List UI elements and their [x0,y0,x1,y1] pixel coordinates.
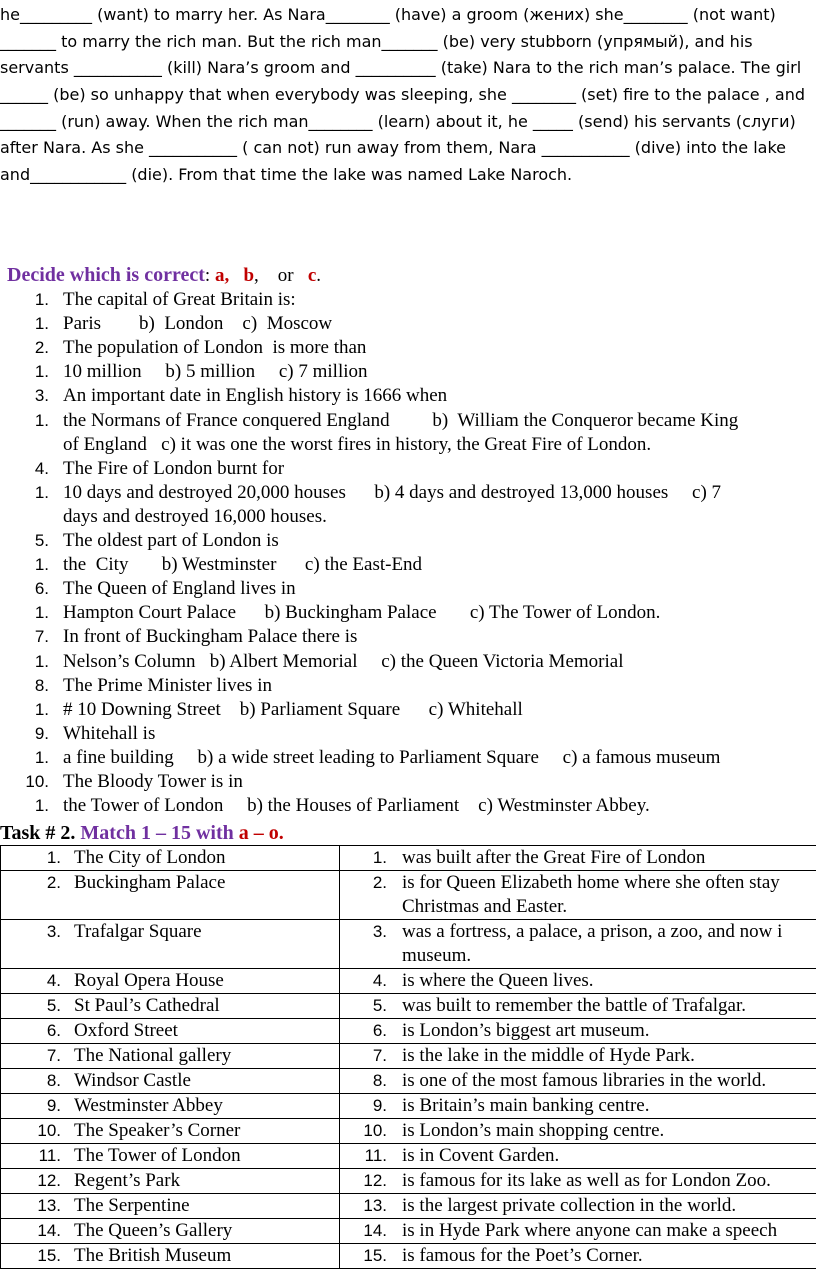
quiz-item-number: 1. [34,651,49,671]
description-number: 7. [372,1046,387,1065]
description-cell [340,1069,816,1094]
quiz-item-text: # 10 Downing Street b) Parliament Square c) Whitehall [63,698,523,720]
place-cell [1,1044,340,1069]
description-text: is London’s main shopping centre. [402,1120,665,1141]
quiz-item [0,312,816,336]
quiz-item [0,577,816,601]
quiz-item [0,433,816,457]
place-name: The City of London [74,847,226,868]
quiz-item-text: the Normans of France conquered England b) William the Conqueror became King [63,409,739,431]
place-name: The Tower of London [74,1145,241,1166]
paragraph-line: ______ (be) so unhappy that when everybody was sleeping, she ________ (set) fire to the palace , and [0,85,805,105]
option-b-label: b [243,265,255,286]
description-number: 2. [372,873,387,892]
description-cell [340,969,816,994]
option-a-label: a, [214,265,230,286]
quiz-item-text: The Fire of London burnt for [63,457,285,479]
matching-row [1,920,816,969]
place-number: 6. [46,1021,61,1040]
matching-row [1,1244,816,1269]
description-text: is the largest private collection in the world. [402,1195,737,1216]
place-name: The Serpentine [74,1195,190,1216]
heading-separator: , or [254,265,308,286]
place-name: Buckingham Palace [74,872,226,893]
description-text: is in Covent Garden. [402,1145,560,1166]
matching-row [1,994,816,1019]
description-text: is London’s biggest art museum. [402,1020,650,1041]
quiz-item-number: 6. [34,579,49,599]
quiz-item-number: 7. [34,627,49,647]
quiz-item-text: of England c) it was one the worst fires in history, the Great Fire of London. [63,433,652,455]
quiz-item [0,601,816,625]
quiz-item-text: The oldest part of London is [63,530,279,551]
place-number: 7. [46,1046,61,1065]
place-number: 12. [37,1171,61,1190]
quiz-item-number: 1. [34,362,49,382]
place-number: 8. [46,1071,61,1090]
place-cell [1,1144,340,1169]
quiz-item-text: Nelson’s Column b) Albert Memorial c) the Queen Victoria Memorial [63,650,624,672]
task2-match-text: Match 1 – 15 with [80,822,239,844]
quiz-item [0,457,816,481]
place-number: 13. [37,1196,61,1215]
quiz-item-text: In front of Buckingham Palace there is [63,626,358,648]
matching-row [1,1119,816,1144]
matching-row [1,969,816,994]
matching-row [1,871,816,920]
quiz-item-text: Paris b) London c) Moscow [63,313,333,335]
story-paragraph [0,2,816,189]
quiz-item-number: 1. [34,796,49,816]
quiz-item-number: 1. [34,410,49,430]
description-number: 8. [372,1071,387,1090]
quiz-item-text: 10 million b) 5 million c) 7 million [63,361,368,383]
place-cell [1,1119,340,1144]
description-text: was built to remember the battle of Trafalgar. [402,995,747,1016]
paragraph-line: and____________ (die). From that time the lake was named Lake Naroch. [0,165,573,185]
place-name: Windsor Castle [74,1070,191,1091]
quiz-item [0,698,816,722]
place-name: Regent’s Park [74,1170,181,1191]
quiz-item-text: The Queen of England lives in [63,578,296,600]
place-number: 1. [46,848,61,867]
matching-row [1,1194,816,1219]
place-cell [1,1019,340,1044]
quiz-item [0,625,816,649]
description-text-continued: museum. [402,945,472,966]
quiz-item [0,722,816,746]
description-text: was a fortress, a palace, a prison, a zoo, and now i [402,921,783,942]
task2-heading [0,820,284,846]
description-cell [340,1194,816,1219]
quiz-item-text: An important date in English history is 1666 when [63,385,448,407]
task2-prefix: Task # 2. [0,822,81,844]
quiz-item-number: 3. [34,386,49,406]
paragraph-line: after Nara. As she ___________ ( can not) run away from them, Nara ___________ (dive) into the lake [0,138,787,158]
matching-row [1,846,816,871]
place-name: Oxford Street [74,1020,178,1041]
quiz-item-text: Hampton Court Palace b) Buckingham Palace c) The Tower of London. [63,602,661,624]
description-number: 15. [363,1246,387,1265]
quiz-item-number: 9. [34,723,49,743]
place-number: 10. [37,1121,61,1140]
heading-separator [229,265,243,286]
task2-letters: a – o. [238,822,284,844]
description-cell [340,1044,816,1069]
place-cell [1,871,340,920]
quiz-item [0,360,816,384]
place-name: Westminster Abbey [74,1095,223,1116]
quiz-item [0,650,816,674]
quiz-item-text: days and destroyed 16,000 houses. [63,505,327,527]
place-name: The British Museum [74,1245,232,1266]
description-number: 14. [363,1221,387,1240]
place-number: 14. [37,1221,61,1240]
matching-row [1,1069,816,1094]
matching-row [1,1219,816,1244]
quiz-item [0,481,816,505]
description-number: 4. [372,971,387,990]
quiz-item [0,794,816,818]
place-number: 3. [46,922,61,941]
quiz-item [0,288,816,312]
description-number: 1. [372,848,387,867]
place-number: 9. [46,1096,61,1115]
quiz-item [0,770,816,794]
quiz-item [0,674,816,698]
quiz-item-number: 4. [34,458,49,478]
paragraph-line: servants ___________ (kill) Nara’s groom and __________ (take) Nara to the rich man’s palace. The girl [0,58,802,78]
quiz-item [0,409,816,433]
description-text: is Britain’s main banking centre. [402,1095,650,1116]
quiz-item-number: 2. [34,338,49,358]
quiz-item-text: a fine building b) a wide street leading to Parliament Square c) a famous museum [63,746,721,768]
quiz-item-number: 10. [25,772,49,791]
quiz-heading-colon: : [204,265,215,286]
description-cell [340,1119,816,1144]
quiz-heading-text: Decide which is correct [7,264,205,286]
description-number: 11. [364,1146,387,1165]
quiz-item-number: 8. [34,675,49,695]
description-number: 9. [372,1096,387,1115]
quiz-item-text: The Bloody Tower is in [63,771,243,792]
description-number: 5. [372,996,387,1015]
place-name: Trafalgar Square [74,921,202,942]
quiz-item-number: 1. [34,314,49,334]
description-number: 13. [363,1196,387,1215]
quiz-item [0,384,816,408]
quiz-item-number: 1. [34,603,49,623]
description-cell [340,1144,816,1169]
place-name: The Speaker’s Corner [74,1120,241,1141]
quiz-item-text: the City b) Westminster c) the East-End [63,554,423,576]
quiz-item-text: The capital of Great Britain is: [63,289,296,310]
quiz-item-text: 10 days and destroyed 20,000 houses b) 4 days and destroyed 13,000 houses c) 7 [63,481,722,503]
description-cell [340,1244,816,1269]
quiz-item-text: Whitehall is [63,722,156,744]
description-number: 6. [372,1021,387,1040]
description-cell [340,1019,816,1044]
quiz-item-number: 5. [34,531,49,550]
description-text: was built after the Great Fire of London [402,847,706,868]
place-cell [1,1244,340,1269]
matching-row [1,1094,816,1119]
matching-row [1,1044,816,1069]
description-cell [340,920,816,969]
description-text: is one of the most famous libraries in the world. [402,1070,767,1091]
description-text-continued: Christmas and Easter. [402,896,568,917]
option-c-label: c [307,265,317,286]
matching-row [1,1019,816,1044]
quiz-item [0,553,816,577]
description-cell [340,994,816,1019]
paragraph-line: _______ to marry the rich man. But the rich man_______ (be) very stubborn (упрямый), and his [0,31,753,51]
paragraph-line: he_________ (want) to marry her. As Nara________ (have) a groom (жених) she________ (not want) [0,5,776,24]
quiz-item-number: 1. [34,555,49,575]
place-cell [1,920,340,969]
place-cell [1,1169,340,1194]
description-text: is the lake in the middle of Hyde Park. [402,1045,695,1066]
quiz-item [0,746,816,770]
description-text: is where the Queen lives. [402,970,594,991]
description-cell [340,846,816,871]
place-cell [1,846,340,871]
quiz-item-text: The population of London is more than [63,337,367,359]
place-number: 4. [46,971,61,990]
quiz-item-number: 1. [34,290,49,309]
description-text: is famous for the Poet’s Corner. [402,1245,643,1266]
matching-table [0,845,816,1269]
place-number: 15. [37,1246,61,1265]
place-number: 2. [46,873,61,892]
description-text: is famous for its lake as well as for London Zoo. [402,1170,771,1191]
matching-row [1,1144,816,1169]
description-text: is in Hyde Park where anyone can make a speech [402,1220,778,1241]
quiz-item [0,505,816,529]
matching-row [1,1169,816,1194]
quiz-heading [7,262,321,288]
place-name: The National gallery [74,1045,232,1066]
quiz-item [0,529,816,553]
place-name: The Queen’s Gallery [74,1220,233,1241]
description-cell [340,1219,816,1244]
quiz-item-number: 1. [34,699,49,719]
place-number: 11. [38,1146,61,1165]
description-cell [340,871,816,920]
quiz-item-text: the Tower of London b) the Houses of Parliament c) Westminster Abbey. [63,795,650,817]
place-number: 5. [46,996,61,1015]
place-name: St Paul’s Cathedral [74,995,220,1016]
quiz-item [0,336,816,360]
place-cell [1,994,340,1019]
place-cell [1,1069,340,1094]
description-number: 12. [363,1171,387,1190]
description-text: is for Queen Elizabeth home where she often stay [402,872,780,893]
place-name: Royal Opera House [74,970,224,991]
description-number: 10. [363,1121,387,1140]
description-number: 3. [372,922,387,941]
place-cell [1,1194,340,1219]
paragraph-line: _______ (run) away. When the rich man________ (learn) about it, he _____ (send) his servants (слуги) [0,111,796,131]
quiz-item-number: 1. [34,747,49,767]
place-cell [1,969,340,994]
quiz-item-number: 1. [34,482,49,502]
description-cell [340,1169,816,1194]
quiz-item-text: The Prime Minister lives in [63,674,272,696]
heading-end: . [316,265,322,286]
description-cell [340,1094,816,1119]
place-cell [1,1219,340,1244]
place-cell [1,1094,340,1119]
